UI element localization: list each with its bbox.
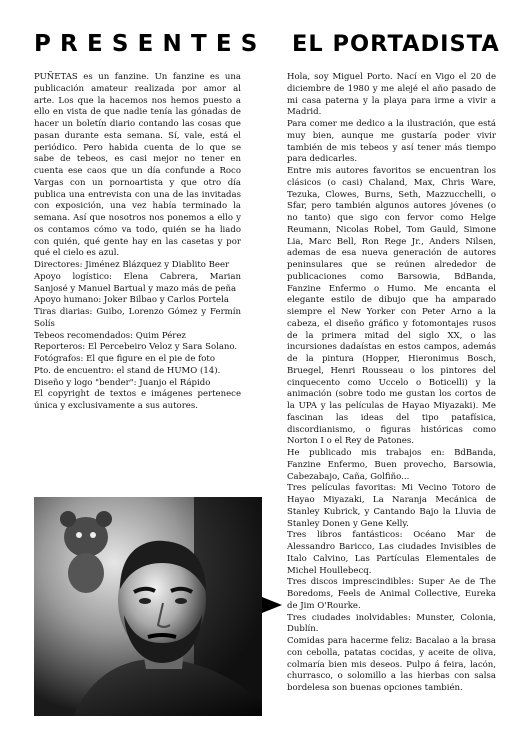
credits-list — [34, 260, 241, 413]
intro-paragraph: PUÑETAS es un fanzine. Un fanzine es una publicación amateur realizada por amor al arte. Los que la hacemos nos hemos puesto a ello en vista de que nadie tenía las gónadas de hacer un boletín diario contando las cosas que pasan durante esta semana. Sí, vale, está el periódico. Pero habida cuenta de lo que se sabe de tebeos, es casi mejor no tener en cuenta ese caos que un día confunde a Roco Vargas con un pornoartista y que otro día publica una entrevista con una de las invitadas con exposición, una vez había terminado la semana. Así que nosotros nos ponemos a ello y os contamos cómo va todo, quién se ha liado con quién, qué gente hay en las casetas y por qué el cielo es azul. — [34, 72, 241, 259]
bio-paragraph: He publicado mis trabajos en: BdBanda, Fanzine Enfermo, Buen provecho, Barsowia, Cabezabajo, Caña, Golfiño... — [287, 448, 496, 482]
credit-line: Diseño y logo "bender": Juanjo el Rápido — [34, 377, 211, 388]
credit-line: Apoyo humano: Joker Bilbao y Carlos Portela — [34, 295, 229, 306]
credit-line: Tiras diarias: Guibo, Lorenzo Gómez y Fermín Solís — [34, 307, 241, 329]
credit-line: Directores: Jiménez Blázquez y Diablito Beer — [34, 260, 230, 270]
portadista-column — [287, 72, 496, 695]
credit-line: Pto. de encuentro: el stand de HUMO (14). — [34, 365, 221, 376]
credit-line: Fotógrafos: El que figure en el pie de foto — [34, 354, 216, 364]
pointer-triangle-icon — [262, 597, 282, 613]
bio-paragraph: Para comer me dedico a la ilustración, que está muy bien, aunque me gustaría poder vivir también de mis tebeos y así tener más tiempo para dedicarles. — [287, 119, 496, 165]
bio-paragraph: Comidas para hacerme feliz: Bacalao a la brasa con cebolla, patatas cocidas, y aceite de oliva, colmaría bien mis deseos. Pulpo á feira, lacón, churrasco, o solomillo a las hierbas con salsa bordelesa son buenas opciones también. — [287, 636, 496, 693]
portrait-photo-icon — [34, 497, 262, 716]
credit-line: El copyright de textos e imágenes pertenece única y exclusivamente a sus autores. — [34, 389, 241, 411]
presentes-column — [34, 72, 241, 413]
credit-line: Reporteros: El Percebeiro Veloz y Sara Solano. — [34, 342, 238, 353]
credit-line: Tebeos recomendados: Quim Pérez — [34, 330, 186, 341]
credit-line: Apoyo logístico: Elena Cabrera, Marian Sanjosé y Manuel Bartual y mazo más de peña — [34, 271, 241, 294]
bio-paragraph: Tres discos imprescindibles: Super Ae de The Boredoms, Feels de Animal Collective, Eureka de Jim O'Rourke. — [287, 577, 496, 611]
presentes-heading: PRESENTES — [34, 31, 267, 57]
bio-paragraph: Hola, soy Miguel Porto. Nací en Vigo el 20 de diciembre de 1980 y me alejé el año pasado de mi casa paterna y la playa para irme a vivir a Madrid. — [287, 72, 496, 118]
bio-paragraph: Tres películas favoritas: Mi Vecino Totoro de Hayao Miyazaki, La Naranja Mecánica de Stanley Kubrick, y Cantando Bajo la Lluvia de Stanley Donen y Gene Kelly. — [287, 483, 496, 529]
bio-paragraph: Tres libros fantásticos: Océano Mar de Alessandro Baricco, Las ciudades Invisibles de Italo Calvino, Las Partículas Elementales de Michel Houllebecq. — [287, 530, 496, 576]
bio-paragraph: Entre mis autores favoritos se encuentran los clásicos (o casi) Chaland, Max, Chris Ware, Tezuka, Clowes, Burns, Seth, Mazzucchelli, o Sfar, pero también algunos autores jóvenes (o no tanto) que sigo con fervor como Helge Reumann, Nicolas Robel, Tom Gauld, Simone Lia, Marc Bell, Ron Rege Jr., Anders Nilsen, ademas de esa nueva generación de autores peninsulares que se reúnen alrededor de publicaciones como Barsowia, BdBanda, Fanzine Enfermo o Humo. Me encanta el elegante estilo de dibujo que ha amparado siempre el New Yorker con Peter Arno a la cabeza, el diseño gráfico y fotomontajes rusos de la primera mitad del siglo XX, o las incursiones dadaístas en estos campos, además de la pintura (Hopper, Hieronimus Bosch, Bruegel, Henri Rousseau o los pintores del cinquecento como Uccelo o Boticelli) y la animación (sobre todo me gustan los cortos de la UPA y las películas de Hayao Miyazaki). Me fascinan las ideas del tipo patafísica, discordianismo, o figuras históricas como Norton I o el Rey de Patones. — [287, 166, 496, 447]
bio-paragraph: Tres ciudades inolvidables: Munster, Colonia, Dublín. — [287, 612, 496, 635]
portadista-heading: EL PORTADISTA — [292, 31, 500, 57]
author-portrait-photo — [34, 497, 262, 716]
